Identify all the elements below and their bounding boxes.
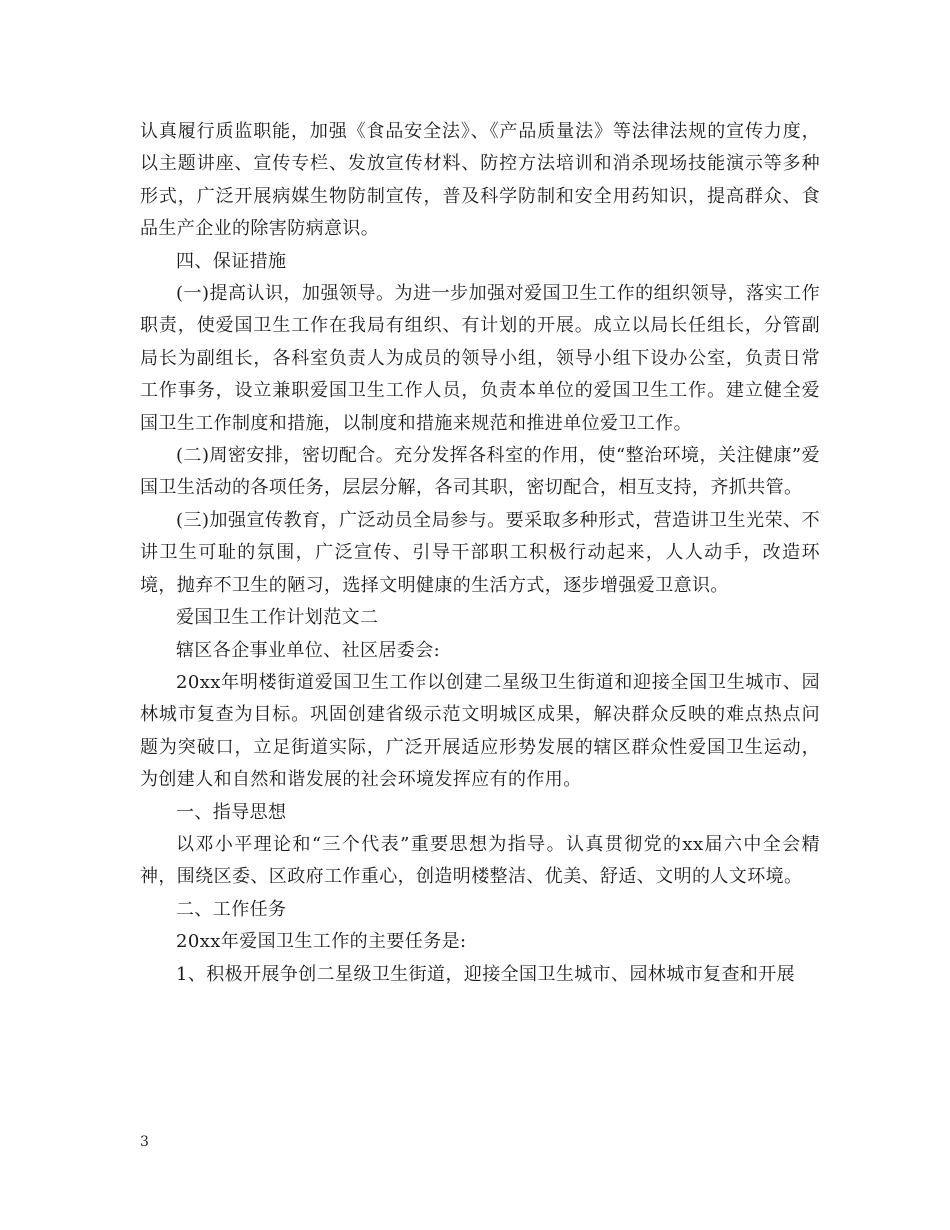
paragraph-main-tasks: 20xx年爱国卫生工作的主要任务是:	[176, 931, 467, 953]
page-number: 3	[140, 1134, 149, 1150]
paragraph-measure-3: (三)加强宣传教育，广泛动员全局参与。要采取多种形式，营造讲卫生光荣、不讲卫生可耻的氛围，广泛宣传、引导干部职工积极行动起来，人人动手，改造环境，抛弃不卫生的陋习，选择文明健康的生活方式，逐步增强爱卫意识。	[140, 509, 820, 596]
paragraph-measure-1: (一)提高认识，加强领导。为进一步加强对爱国卫生工作的组织领导，落实工作职责，使爱国卫生工作在我局有组织、有计划的开展。成立以局长任组长，分管副局长为副组长，各科室负责人为成员的领导小组，领导小组下设办公室，负责日常工作事务，设立兼职爱国卫生工作人员，负责本单位的爱国卫生工作。建立健全爱国卫生工作制度和措施，以制度和措施来规范和推进单位爱卫工作。	[140, 283, 820, 434]
paragraph-measure-2: (二)周密安排，密切配合。充分发挥各科室的作用，使“整治环境，关注健康”爱国卫生活动的各项任务，层层分解，各司其职，密切配合，相互支持，齐抓共管。	[140, 445, 820, 499]
section-heading-1: 一、指导思想	[176, 801, 287, 823]
document-title-2: 爱国卫生工作计划范文二	[176, 607, 379, 629]
section-heading-4: 四、保证措施	[176, 250, 287, 272]
document-body	[140, 116, 820, 991]
section-heading-2: 二、工作任务	[176, 898, 287, 920]
paragraph-task-1: 1、积极开展争创二星级卫生街道，迎接全国卫生城市、园林城市复查和开展	[176, 963, 796, 985]
paragraph-intro: 20xx年明楼街道爱国卫生工作以创建二星级卫生街道和迎接全国卫生城市、园林城市复查为目标。巩固创建省级示范文明城区成果，解决群众反映的难点热点问题为突破口，立足街道实际，广泛开展适应形势发展的辖区群众性爱国卫生运动，为创建人和自然和谐发展的社会环境发挥应有的作用。	[140, 671, 820, 791]
paragraph-guiding-thought: 以邓小平理论和“三个代表”重要思想为指导。认真贯彻党的xx届六中全会精神，围绕区委、区政府工作重心，创造明楼整洁、优美、舒适、文明的人文环境。	[140, 833, 820, 888]
paragraph-1: 认真履行质监职能，加强《食品安全法》、《产品质量法》等法律法规的宣传力度，以主题讲座、宣传专栏、发放宣传材料、防控方法培训和消杀现场技能演示等多种形式，广泛开展病媒生物防制宣传，普及科学防制和安全用药知识，提高群众、食品生产企业的除害防病意识。	[140, 121, 820, 240]
salutation: 辖区各企事业单位、社区居委会:	[176, 639, 441, 661]
